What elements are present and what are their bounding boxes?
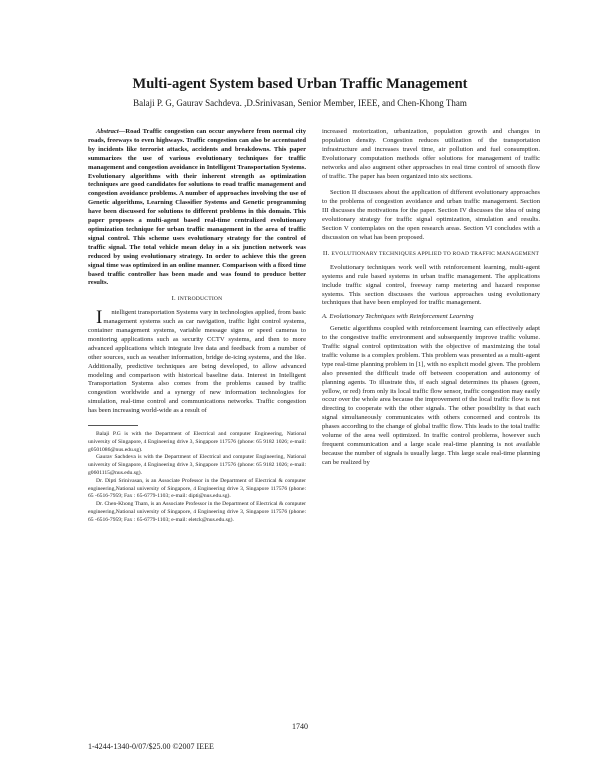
section-heading-evolutionary bbox=[322, 250, 540, 259]
footnote-rule bbox=[88, 425, 138, 426]
paragraph-gap bbox=[322, 181, 540, 189]
right-column bbox=[322, 128, 540, 468]
abstract-label: Abstract bbox=[96, 128, 119, 135]
page-number: 1740 bbox=[292, 722, 308, 731]
footnote: Dr. Chen-Khong Tham, is an Associate Professor in the Department of Electrical & computer engineering,National university of Singapore, 4 Engineering drive 3, Singapore 117576 (phone: 65 -6516-7959; Fax : 65-6779-1103; e-mail: eletck@nus.edu.sg). bbox=[88, 501, 306, 523]
copyright-notice: 1-4244-1340-0/07/$25.00 ©2007 IEEE bbox=[88, 742, 214, 751]
section-number: II. bbox=[322, 249, 330, 257]
footnote: Dr. Dipti Srinivasan, is an Associate Professor in the Department of Electrical & computer engineering,National university of Singapore, 4 Engineering drive 3, Singapore 117576 (phone: 65 -6516-7959; Fax : 65-6779-1103; e-mail: dipti@nus.edu.sg). bbox=[88, 477, 306, 500]
subsection-heading: A. Evolutionary Techniques with Reinforcement Learning bbox=[322, 313, 474, 321]
paper-title: Multi-agent System based Urban Traffic Management bbox=[132, 76, 468, 92]
abstract-text: —Road Traffic congestion can occur anywhere from normal city roads, freeways to even highways. Traffic congestion can also be accentuated by incidents like terrorist attacks, accidents and breakdowns. This paper summarizes the use of various evolutionary techniques for traffic management and congestion avoidance in Intelligent Transportation Systems. Evolutionary algorithms with their inherent strength as optimization techniques are good candidates for solutions to road traffic management and congestion avoidance problems. A number of approaches involving the use of Genetic algorithms, Learning Classifier Systems and Genetic programming have been discussed for solutions to different problems in this domain. This paper proposes a multi-agent based real-time centralized evolutionary optimization technique for urban traffic management in the area of traffic signal control. This scheme uses evolutionary strategy for the control of traffic signal. The total vehicle mean delay in a six junction network was reduced by using evolutionary strategy. In order to achieve this the green signal time was optimized in an online manner. Comparison with a fixed time based traffic controller has been made and was found to produce better results. bbox=[88, 128, 306, 287]
section-title: INTRODUCTION bbox=[177, 296, 223, 303]
body-paragraph: Section II discusses about the application of different evolutionary approaches to the problems of congestion avoidance and urban traffic management. Section III discusses the motivations for the paper. Section IV discusses the idea of using evolutionary strategy for traffic signal optimization, simulation and results. Section V contemplates on the open research areas. Section VI concludes with a discussion on what has been proposed. bbox=[322, 189, 540, 241]
section-number: I. bbox=[171, 295, 176, 303]
introduction-text: ntelligent transportation Systems vary in technologies applied, from basic management systems such as car navigation, traffic light control systems, container management systems, variable message signs or speed cameras to monitoring applications such as security CCTV systems, and then to more advanced applications which integrate live data and feedback from a number of other sources, such as weather information, bridge de-icing systems, and the like. Additionally, predictive techniques are being developed, to allow advanced modeling and comparison with historical baseline data. Interest in Intelligent Transportation Systems also comes from the problems caused by traffic congestion worldwide and a synergy of new information technologies for simulation, real-time control and communications networks. Traffic congestion has been increasing world-wide as a result of bbox=[88, 309, 306, 415]
author-line: Balaji P. G, Gaurav Sachdeva. ,D.Srinivasan, Senior Member, IEEE, and Chen-Khong Tham bbox=[133, 98, 467, 108]
section-title: EVOLUTIONARY TECHNIQUES APPLIED TO ROAD TRAFFIC MANAGEMENT bbox=[331, 250, 540, 257]
footnote: Balaji P.G is with the Department of Electrical and computer Engineering, National university of Singapore, 4 Engineering drive 3, Singapore 117576 (phone: 65 9182 1026; e-mail: g0501086@nus.edu.sg). bbox=[88, 431, 306, 453]
body-paragraph: increased motorization, urbanization, population growth and changes in population density. Congestion reduces utilization of the transportation infrastructure and increases travel time, air pollution and fuel consumption. Evolutionary computation methods offer solutions for management of traffic networks and also augment other approaches in real time control of smooth flow of traffic. The paper has been organized into six sections. bbox=[322, 128, 540, 180]
footnotes bbox=[88, 431, 306, 525]
abstract bbox=[88, 128, 306, 288]
body-paragraph: Evolutionary techniques work well with reinforcement learning, multi-agent systems and rule based systems in urban traffic management. The applications include traffic signal control, freeway ramp metering and hazard response systems. This section discusses the various approaches using evolutionary techniques that have been employed for traffic management. bbox=[322, 263, 540, 307]
section-heading-introduction bbox=[88, 295, 306, 304]
footnote: Gaurav Sachdeva is with the Department of Electrical and computer Engineering, National university of Singapore, 4 Engineering drive 3, Singapore 117576 (phone: 65 9182 1026; e-mail: g0601115@nus.edu.sg). bbox=[88, 454, 306, 477]
body-paragraph: Genetic algorithms coupled with reinforcement learning can effectively adapt to the congestive traffic environment and subsequently improve traffic volume. Traffic signal control optimization with the objective of maximizing the total traffic volume is a complex problem. This problem was presented as a multi-agent type real-time planning problem in [1], with no explicit model given. The problem also presented the difficult trade off between cooperation and autonomy of planning agents. To illustrate this, if each signal determines its phases (green, yellow, or red) from only its local traffic flow sensor, traffic congestion may easily occur over the whole area because the improvement of the local traffic flow is not directing to cooperate with the other signals. The other possibility is that each signal simultaneously communicates with others concerned and controls its phases according to the change of global traffic flow. This leads to the total traffic volume of the area well optimized. In traffic control problems, however such frequent communication and a large scale real-time planning is not available because the number of signals is usually large. This large scale real-time planning can be realized by bbox=[322, 325, 540, 466]
left-column bbox=[88, 128, 306, 525]
drop-cap: I bbox=[96, 307, 103, 329]
introduction-paragraph bbox=[88, 309, 306, 416]
